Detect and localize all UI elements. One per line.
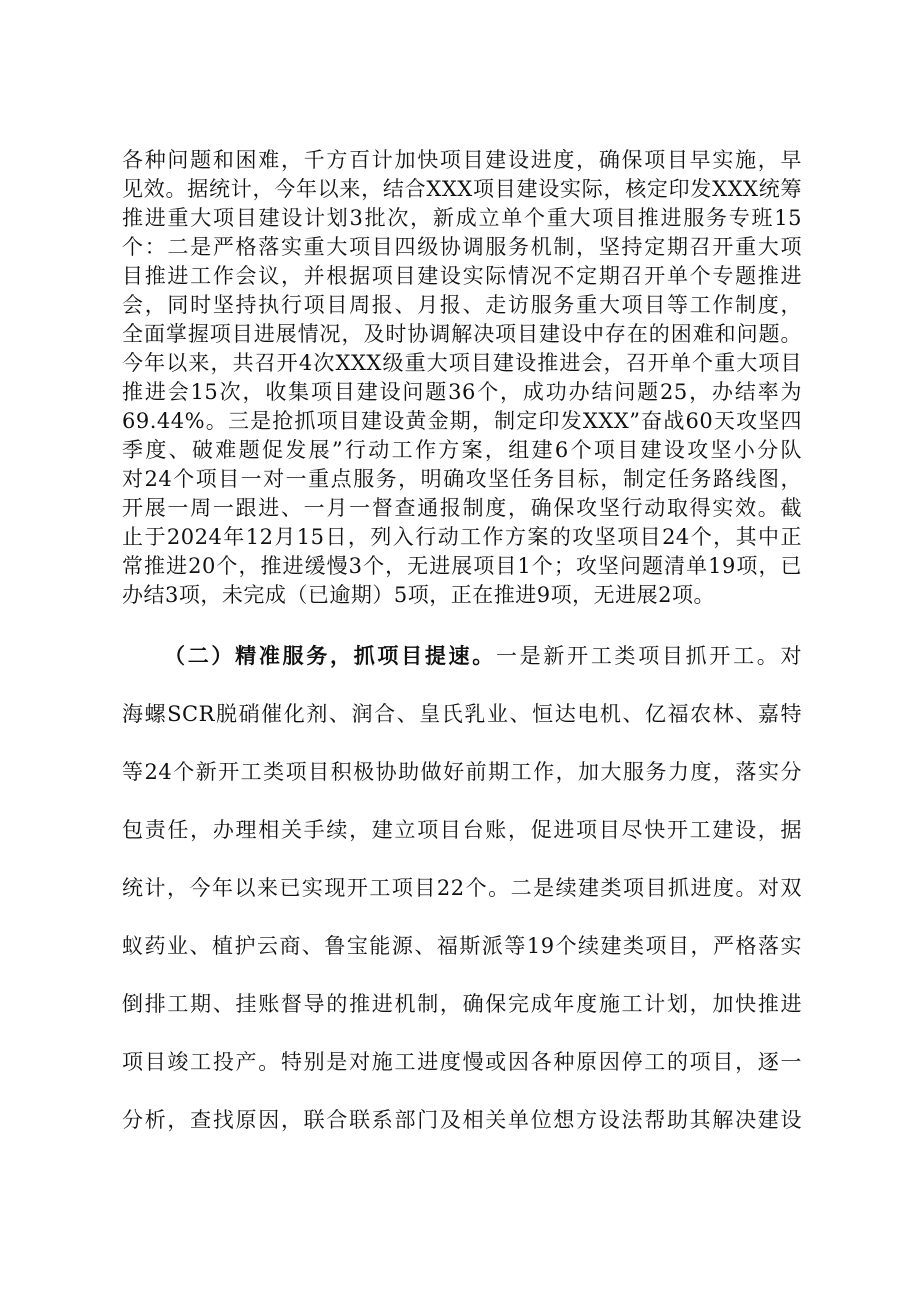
text-line: 个：二是严格落实重大项目四级协调服务机制，坚持定期召开重大项 <box>122 235 802 259</box>
text-line: 见效。据统计，今年以来，结合XXX项目建设实际，核定印发XXX统筹 <box>122 177 802 201</box>
text-line: 目推进工作会议，并根据项目建设实际情况不定期召开单个专题推进 <box>122 264 802 288</box>
text-line: 推进重大项目建设计划3批次，新成立单个重大项目推进服务专班15 <box>122 206 802 230</box>
text-line: 海螺SCR脱硝催化剂、润合、皇氏乳业、恒达电机、亿福农林、嘉特 <box>122 702 802 726</box>
section-heading: （二）精准服务，抓项目提速。 <box>164 644 496 668</box>
text-line: 开展一周一跟进、一月一督查通报制度，确保攻坚行动取得实效。截 <box>122 496 802 520</box>
text-line: 会，同时坚持执行项目周报、月报、走访服务重大项目等工作制度， <box>122 293 802 317</box>
text-line: 推进会15次，收集项目建设问题36个，成功办结问题25，办结率为 <box>122 380 802 404</box>
text-line: 止于2024年12月15日，列入行动工作方案的攻坚项目24个，其中正 <box>122 525 802 549</box>
text-line: 办结3项，未完成（已逾期）5项，正在推进9项，无进展2项。 <box>122 583 715 607</box>
text-line: 统计，今年以来已实现开工项目22个。二是续建类项目抓进度。对双 <box>122 876 802 900</box>
text-line: 各种问题和困难，千方百计加快项目建设进度，确保项目早实施，早 <box>122 148 802 172</box>
paragraph-2-first-line <box>164 642 802 670</box>
text-line: 项目竣工投产。特别是对施工进度慢或因各种原因停工的项目，逐一 <box>122 1050 802 1074</box>
text-line: 分析，查找原因，联合联系部门及相关单位想方设法帮助其解决建设 <box>122 1108 802 1132</box>
text-span: 一是新开工类项目抓开工。对 <box>495 644 803 668</box>
text-line: 蚁药业、植护云商、鲁宝能源、福斯派等19个续建类项目，严格落实 <box>122 934 802 958</box>
text-line: 69.44%。三是抢抓项目建设黄金期，制定印发XXX”奋战60天攻坚四 <box>122 409 802 433</box>
text-line: 对24个项目一对一重点服务，明确攻坚任务目标，制定任务路线图， <box>122 467 802 491</box>
text-line: 等24个新开工类项目积极协助做好前期工作，加大服务力度，落实分 <box>122 760 802 784</box>
text-line: 全面掌握项目进展情况，及时协调解决项目建设中存在的困难和问题。 <box>122 322 802 346</box>
text-line: 倒排工期、挂账督导的推进机制，确保完成年度施工计划，加快推进 <box>122 992 802 1016</box>
text-line: 常推进20个，推进缓慢3个，无进展项目1个；攻坚问题清单19项，已 <box>122 554 802 578</box>
text-line: 今年以来，共召开4次XXX级重大项目建设推进会，召开单个重大项目 <box>122 351 802 375</box>
text-line: 季度、破难题促发展”行动工作方案，组建6个项目建设攻坚小分队 <box>122 438 802 462</box>
text-line: 包责任，办理相关手续，建立项目台账，促进项目尽快开工建设，据 <box>122 818 802 842</box>
